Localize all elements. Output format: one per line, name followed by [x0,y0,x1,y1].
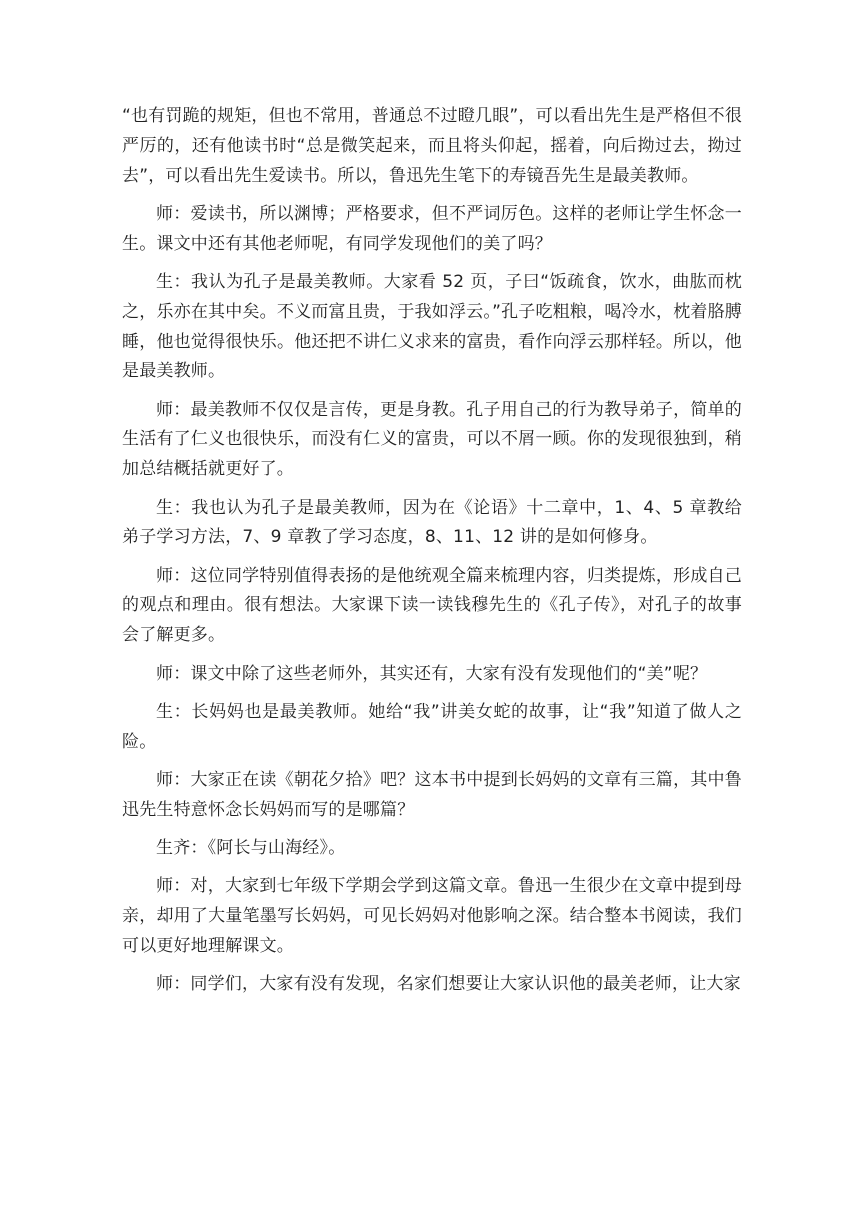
paragraph-8 [122,698,742,758]
paragraph-6 [122,562,742,651]
paragraph-12-text: 师：同学们，大家有没有发现，名家们想要让大家认识他的最美老师，让大家 [156,974,741,995]
paragraph-4 [122,396,742,485]
paragraph-8-text: 生：长妈妈也是最美教师。她给“我”讲美女蛇的故事，让“我”知道了做人之险。 [122,701,742,752]
paragraph-5-text: 生：我也认为孔子是最美教师，因为在《论语》十二章中，1、4、5 章教给弟子学习方法，7、9 章教了学习态度，8、11、12 讲的是如何修身。 [122,497,742,548]
paragraph-3-text: 生：我认为孔子是最美教师。大家看 52 页，子曰“饭疏食，饮水，曲肱而枕之，乐亦在其中矣。不义而富且贵，于我如浮云。”孔子吃粗粮，喝冷水，枕着胳膊睡，他也觉得很快乐。他还把不讲仁义求来的富贵，看作向浮云那样轻。所以，他是最美教师。 [122,271,742,382]
paragraph-12 [122,970,742,1000]
paragraph-2 [122,200,742,260]
paragraph-9 [122,766,742,826]
paragraph-7-text: 师：课文中除了这些老师外，其实还有，大家有没有发现他们的“美”呢？ [156,663,708,684]
paragraph-10 [122,834,742,864]
paragraph-6-text: 师：这位同学特别值得表扬的是他统观全篇来梳理内容，归类提炼，形成自己的观点和理由。很有想法。大家课下读一读钱穆先生的《孔子传》，对孔子的故事会了解更多。 [122,565,742,646]
paragraph-11-text: 师：对，大家到七年级下学期会学到这篇文章。鲁迅一生很少在文章中提到母亲，却用了大量笔墨写长妈妈，可见长妈妈对他影响之深。结合整本书阅读，我们可以更好地理解课文。 [122,876,742,956]
paragraph-2-text: 师：爱读书，所以渊博；严格要求，但不严词厉色。这样的老师让学生怀念一生。课文中还有其他老师呢，有同学发现他们的美了吗？ [122,203,742,254]
paragraph-1 [122,102,742,191]
paragraph-4-text: 师：最美教师不仅仅是言传，更是身教。孔子用自己的行为教导弟子，简单的生活有了仁义也很快乐，而没有仁义的富贵，可以不屑一顾。你的发现很独到，稍加总结概括就更好了。 [122,399,742,480]
document-body [122,102,742,1009]
paragraph-5 [122,494,742,554]
paragraph-9-text: 师：大家正在读《朝花夕拾》吧？这本书中提到长妈妈的文章有三篇，其中鲁迅先生特意怀念长妈妈而写的是哪篇？ [122,769,742,820]
paragraph-7 [122,660,742,690]
paragraph-10-text: 生齐：《阿长与山海经》。 [156,838,346,859]
paragraph-3 [122,268,742,387]
paragraph-1-text: “也有罚跪的规矩，但也不常用，普通总不过瞪几眼”，可以看出先生是严格但不很严厉的，还有他读书时“总是微笑起来，而且将头仰起，摇着，向后拗过去，拗过去”，可以看出先生爱读书。所以，鲁迅先生笔下的寿镜吾先生是最美教师。 [122,106,743,186]
paragraph-11 [122,872,742,961]
